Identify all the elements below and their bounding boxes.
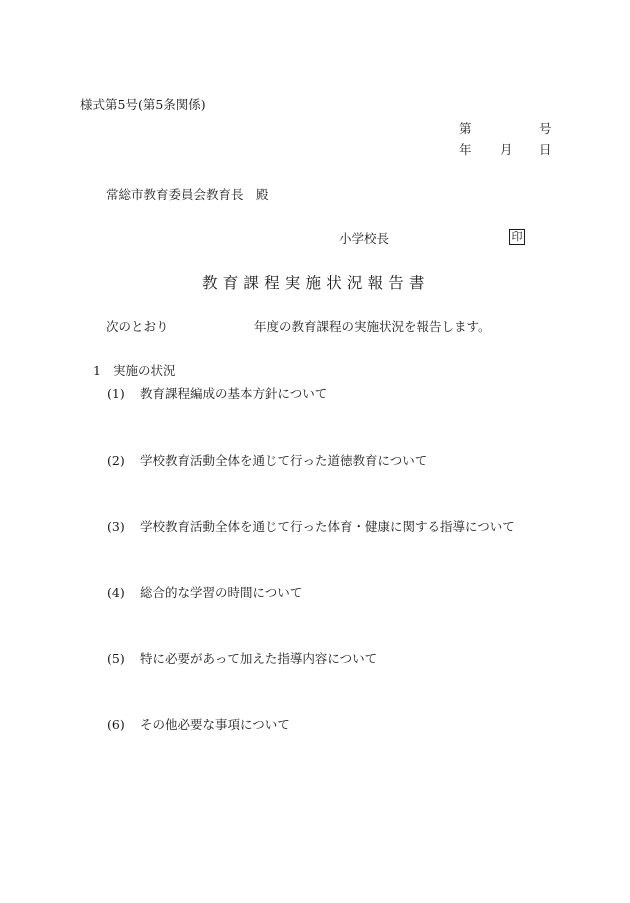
item-label: 総合的な学習の時間について <box>140 585 303 600</box>
item-number: (5) <box>107 651 125 666</box>
intro-prefix: 次のとおり <box>106 319 169 334</box>
date-day-label: 日 <box>539 142 552 157</box>
form-number: 様式第5号(第5条関係) <box>80 97 206 112</box>
sender-label: 小学校長 <box>339 231 390 246</box>
document-title: 教育課程実施状況報告書 <box>202 274 430 292</box>
item-label: その他必要な事項について <box>140 717 290 732</box>
item-number: (3) <box>107 519 125 534</box>
document-number-suffix: 号 <box>539 121 552 136</box>
item-label: 特に必要があって加えた指導内容について <box>140 651 378 666</box>
date-month-label: 月 <box>500 142 513 157</box>
item-number: (1) <box>107 386 125 401</box>
seal-icon: 印 <box>509 229 525 245</box>
addressee: 常総市教育委員会教育長 殿 <box>106 187 269 202</box>
item-number: (2) <box>107 453 125 468</box>
document-number-prefix: 第 <box>459 121 472 136</box>
date-year-label: 年 <box>459 142 472 157</box>
section-label: 実施の状況 <box>113 363 176 378</box>
item-number: (4) <box>107 585 125 600</box>
item-label: 学校教育活動全体を通じて行った体育・健康に関する指導について <box>140 519 515 534</box>
item-label: 教育課程編成の基本方針について <box>140 386 328 401</box>
intro-suffix: 年度の教育課程の実施状況を報告します。 <box>254 319 491 334</box>
section-number: 1 <box>93 363 101 378</box>
item-label: 学校教育活動全体を通じて行った道徳教育について <box>140 453 428 468</box>
item-number: (6) <box>107 717 125 732</box>
